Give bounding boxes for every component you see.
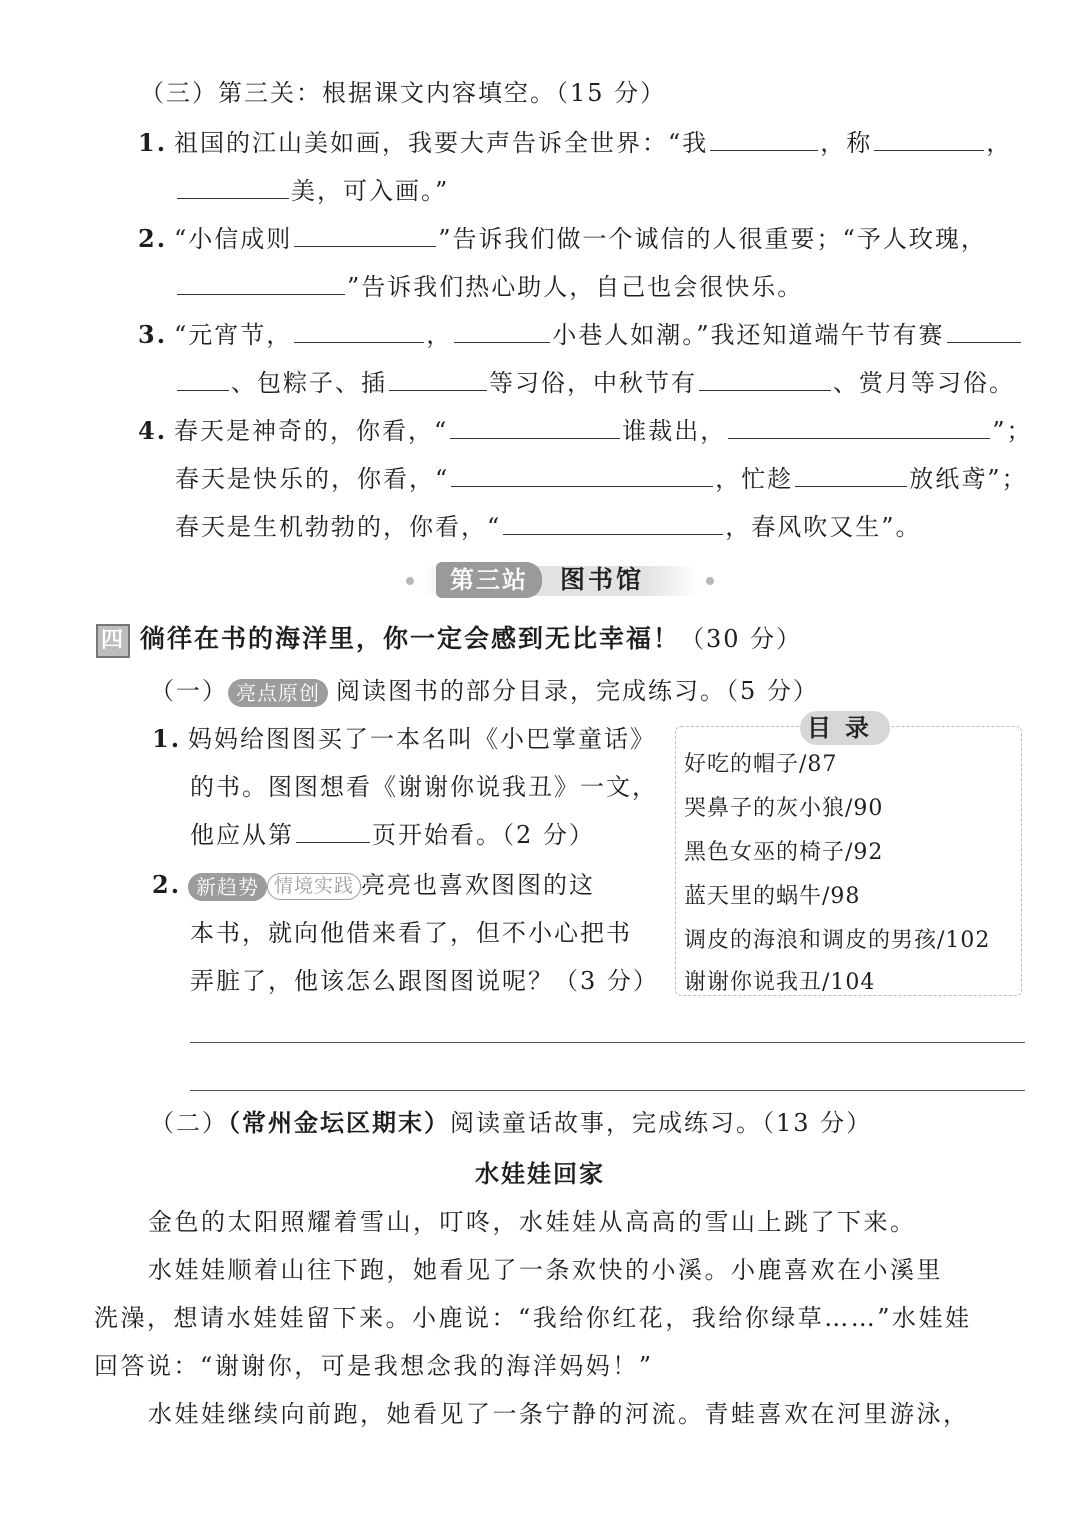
sub2-prefix: （二） <box>150 1109 228 1137</box>
catalog-entry: 调皮的海浪和调皮的男孩/102 <box>684 928 991 953</box>
s3-q4-l3-a: 春天是生机勃勃的，你看，“ <box>175 513 502 541</box>
s3-q1-text-c: ， <box>986 129 1013 157</box>
p4-q1-line2 <box>190 770 658 804</box>
s3-q3-line2 <box>175 366 1015 400</box>
story-paragraph-3-line-1: 水娃娃继续向前跑，她看见了一条宁静的河流。青蛙喜欢在河里游泳， <box>148 1400 970 1428</box>
part4-score: （30 分） <box>680 625 803 653</box>
s3-q4-l1-c: ”； <box>992 417 1033 445</box>
s3-q3-blank-1[interactable] <box>294 318 424 343</box>
s3-q3-text-c: 小巷人如潮。”我还知道端午节有赛 <box>552 321 945 349</box>
story-paragraph-1: 金色的太阳照耀着雪山，叮咚，水娃娃从高高的雪山上跳了下来。 <box>148 1208 917 1236</box>
p4-q2-l3: 弄脏了，他该怎么跟图图说呢？（3 分） <box>190 967 659 995</box>
s3-q1-blank-2[interactable] <box>874 126 984 151</box>
s3-q2-text-c: ”告诉我们热心助人，自己也会很快乐。 <box>347 273 804 301</box>
catalog-entry: 哭鼻子的灰小狼/90 <box>684 796 884 821</box>
s3-q3-number: 3. <box>138 320 168 349</box>
catalog-box <box>675 714 1022 996</box>
s3-q4-blank-5[interactable] <box>503 510 723 535</box>
s3-q3-text-e: 等习俗，中秋节有 <box>489 369 697 397</box>
answer-line-1[interactable] <box>190 1042 1025 1043</box>
station-dot-left <box>406 577 414 585</box>
s3-q4-line3 <box>175 510 922 544</box>
s3-q1-blank-1[interactable] <box>710 126 818 151</box>
s3-q4-l2-a: 春天是快乐的，你看，“ <box>175 465 450 493</box>
s3-q3-blank-6[interactable] <box>699 366 831 391</box>
s3-q2-text-a: “小信成则 <box>174 225 293 253</box>
s3-q3-line1 <box>138 318 1023 352</box>
scenario-practice-badge: 情境实践 <box>267 873 361 900</box>
section3-title-text: （三）第三关：根据课文内容填空。（15 分） <box>140 79 667 107</box>
s3-q1-text-b: ，称 <box>820 129 873 157</box>
s3-q3-text-d: 、包粽子、插 <box>231 369 387 397</box>
p4-q1-l3-a: 他应从第 <box>190 821 294 849</box>
p4-q1-line3 <box>190 818 595 852</box>
answer-line-2[interactable] <box>190 1090 1025 1091</box>
s3-q4-l2-c: 放纸鸢”； <box>909 465 1028 493</box>
s3-q1-text-d: 美，可入画。” <box>291 177 450 205</box>
highlight-original-badge: 亮点原创 <box>228 679 328 707</box>
story-paragraph-2-line-3: 回答说：“谢谢你，可是我想念我的海洋妈妈！” <box>94 1352 654 1380</box>
catalog-entry: 蓝天里的蜗牛/98 <box>684 884 861 909</box>
section3-title <box>140 76 666 110</box>
s3-q2-number: 2. <box>138 224 168 253</box>
p4-q2-line3 <box>190 964 659 998</box>
p4-q2-line2 <box>190 916 632 950</box>
part4-sub2 <box>150 1106 872 1140</box>
s3-q4-line1 <box>138 414 1033 448</box>
part4-title: 徜徉在书的海洋里，你一定会感到无比幸福！ <box>140 624 681 653</box>
s3-q3-text-b: ， <box>426 321 453 349</box>
s3-q4-l2-b: ，忙趁 <box>715 465 794 493</box>
p4-q1-line1 <box>152 722 656 756</box>
p4-q1-l2: 的书。图图想看《谢谢你说我丑》一文， <box>190 773 658 801</box>
s3-q4-blank-2[interactable] <box>728 414 990 439</box>
s3-q1-line2 <box>175 174 449 208</box>
s3-q3-text-a: “元宵节， <box>174 321 293 349</box>
s3-q4-blank-4[interactable] <box>795 462 907 487</box>
part4-sub1 <box>150 674 819 708</box>
p4-q2-number: 2. <box>152 870 182 899</box>
s3-q2-blank-2[interactable] <box>177 270 345 295</box>
p4-q1-blank[interactable] <box>296 818 370 843</box>
sub1-text: 阅读图书的部分目录，完成练习。（5 分） <box>336 677 819 705</box>
s3-q4-number: 4. <box>138 416 168 445</box>
p4-q2-line1 <box>152 868 595 902</box>
new-trend-badge: 新趋势 <box>188 873 267 901</box>
station-banner <box>400 558 720 602</box>
s3-q1-line1 <box>138 126 1012 160</box>
s3-q4-l1-b: 谁裁出， <box>622 417 727 445</box>
p4-q1-l1: 妈妈给图图买了一本名叫《小巴掌童话》 <box>188 725 656 753</box>
sub2-text: 阅读童话故事，完成练习。（13 分） <box>450 1109 873 1137</box>
s3-q3-blank-4[interactable] <box>177 366 229 391</box>
station-dot-right <box>706 577 714 585</box>
s3-q2-line2 <box>175 270 803 304</box>
s3-q2-line1 <box>138 222 987 256</box>
part4-heading <box>96 622 802 658</box>
s3-q3-blank-2[interactable] <box>454 318 550 343</box>
s3-q3-blank-3[interactable] <box>947 318 1021 343</box>
catalog-entry: 黑色女巫的椅子/92 <box>684 840 884 865</box>
p4-q1-number: 1. <box>152 724 182 753</box>
catalog-title: 目录 <box>800 711 890 745</box>
story-paragraph-2-line-2: 洗澡，想请水娃娃留下来。小鹿说：“我给你红花，我给你绿草……”水娃娃 <box>94 1304 972 1332</box>
s3-q1-number: 1. <box>138 128 168 157</box>
s3-q3-text-f: 、赏月等习俗。 <box>833 369 1015 397</box>
part4-number-box: 四 <box>96 624 130 658</box>
s3-q4-line2 <box>175 462 1028 496</box>
s3-q4-blank-3[interactable] <box>451 462 713 487</box>
s3-q4-l1-a: 春天是神奇的，你看，“ <box>174 417 449 445</box>
p4-q2-l1: 亮亮也喜欢图图的这 <box>361 871 596 899</box>
story-title: 水娃娃回家 <box>475 1160 605 1188</box>
s3-q2-blank-1[interactable] <box>294 222 436 247</box>
station-name: 图书馆 <box>560 565 645 594</box>
sub1-prefix: （一） <box>150 677 228 705</box>
story-paragraph-2-line-1: 水娃娃顺着山往下跑，她看见了一条欢快的小溪。小鹿喜欢在小溪里 <box>148 1256 943 1284</box>
s3-q2-text-b: ”告诉我们做一个诚信的人很重要；“予人玫瑰， <box>438 225 987 253</box>
s3-q3-blank-5[interactable] <box>389 366 487 391</box>
p4-q2-l2: 本书，就向他借来看了，但不小心把书 <box>190 919 632 947</box>
s3-q4-l3-b: ，春风吹又生”。 <box>725 513 922 541</box>
s3-q4-blank-1[interactable] <box>450 414 620 439</box>
s3-q1-blank-3[interactable] <box>177 174 289 199</box>
catalog-entry: 好吃的帽子/87 <box>684 752 838 777</box>
catalog-entry: 谢谢你说我丑/104 <box>684 970 876 995</box>
p4-q1-l3-b: 页开始看。（2 分） <box>372 821 595 849</box>
s3-q1-text-a: 祖国的江山美如画，我要大声告诉全世界：“我 <box>174 129 709 157</box>
station-tag: 第三站 <box>436 562 542 598</box>
sub2-source: （常州金坛区期末） <box>228 1108 450 1137</box>
